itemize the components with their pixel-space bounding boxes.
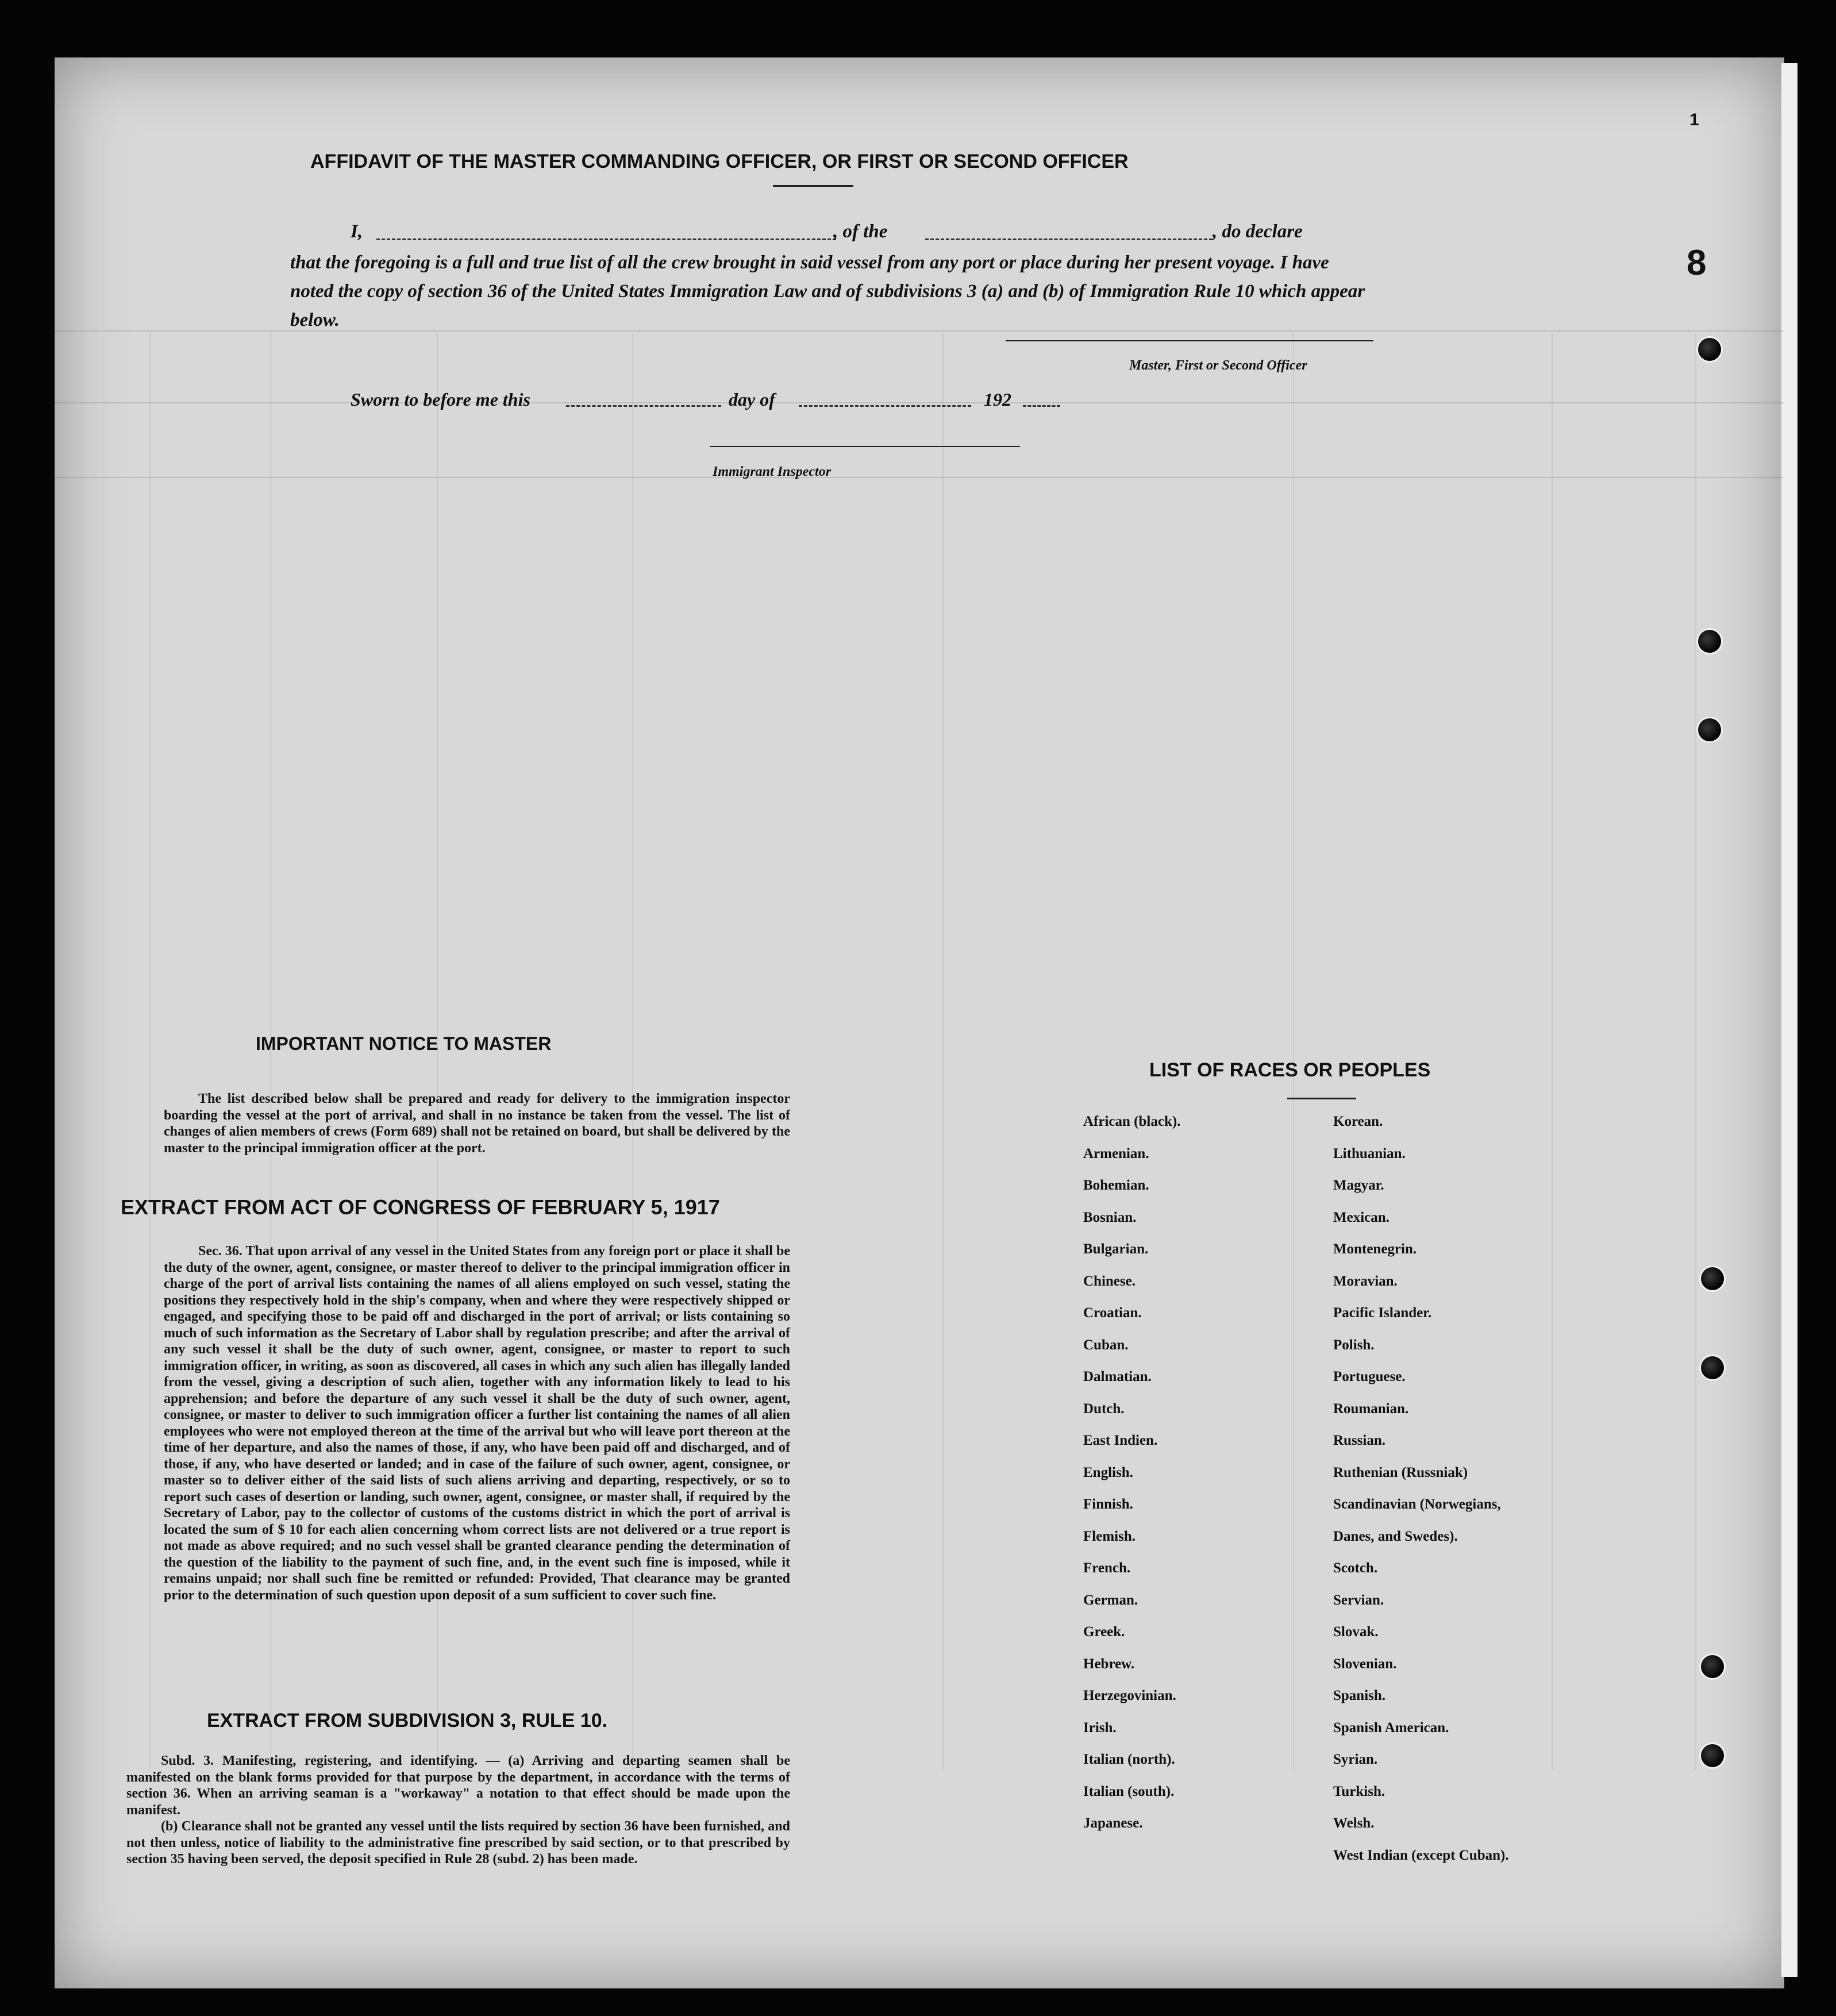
- month-blank[interactable]: [799, 405, 971, 407]
- race-item: Flemish.: [1083, 1528, 1136, 1544]
- affidavit-i: I,: [351, 221, 363, 242]
- bleed-rule: [55, 402, 1784, 403]
- race-item: Mexican.: [1333, 1209, 1389, 1225]
- inspector-line[interactable]: [710, 446, 1020, 447]
- race-item: Servian.: [1333, 1592, 1384, 1608]
- notice-title: IMPORTANT NOTICE TO MASTER: [256, 1033, 552, 1054]
- race-item: English.: [1083, 1464, 1133, 1480]
- year-blank[interactable]: [1023, 405, 1060, 407]
- race-item: Moravian.: [1333, 1273, 1398, 1289]
- act-title: EXTRACT FROM ACT OF CONGRESS OF FEBRUARY 5, 1917: [121, 1195, 720, 1219]
- races-underline: [1287, 1098, 1356, 1099]
- race-item: Dutch.: [1083, 1401, 1125, 1417]
- races-column-1: [1083, 1114, 1180, 1848]
- race-item: Polish.: [1333, 1337, 1375, 1353]
- race-item: Croatian.: [1083, 1305, 1142, 1321]
- bleed-rule: [55, 477, 1784, 478]
- race-item: East Indien.: [1083, 1433, 1158, 1448]
- race-item: Slovenian.: [1333, 1656, 1397, 1672]
- affidavit-title: AFFIDAVIT OF THE MASTER COMMANDING OFFICER, OR FIRST OR SECOND OFFICER: [310, 151, 1129, 172]
- punch-hole: [1698, 718, 1721, 741]
- punch-hole: [1701, 1744, 1724, 1767]
- punch-hole: [1701, 1356, 1724, 1379]
- bleed-rule: [1695, 333, 1696, 1770]
- race-item: Welsh.: [1333, 1815, 1375, 1831]
- race-item: Spanish American.: [1333, 1719, 1449, 1736]
- race-item: Magyar.: [1333, 1178, 1384, 1193]
- signature-line[interactable]: [1006, 340, 1373, 341]
- bleed-rule: [1552, 333, 1553, 1770]
- race-item: Cuban.: [1083, 1337, 1129, 1353]
- race-item: Bulgarian.: [1083, 1241, 1149, 1257]
- race-item: Turkish.: [1333, 1783, 1385, 1799]
- race-item: Russian.: [1333, 1433, 1386, 1448]
- race-item: Korean.: [1333, 1114, 1383, 1129]
- race-item: Armenian.: [1083, 1145, 1149, 1161]
- page-edge: [1781, 63, 1797, 1977]
- day-blank[interactable]: [566, 405, 721, 407]
- race-item: Dalmatian.: [1083, 1369, 1152, 1384]
- race-item: Italian (north).: [1083, 1752, 1175, 1767]
- race-item: Japanese.: [1083, 1815, 1143, 1831]
- race-item: Bosnian.: [1083, 1209, 1137, 1225]
- punch-hole: [1698, 630, 1721, 653]
- race-item: Spanish.: [1333, 1688, 1386, 1703]
- race-item: Finnish.: [1083, 1496, 1133, 1512]
- year-text: 192: [984, 389, 1011, 410]
- rule-title: EXTRACT FROM SUBDIVISION 3, RULE 10.: [207, 1710, 608, 1732]
- rule-body: Subd. 3. Manifesting, registering, and identifying. — (a) Arriving and departing seamen shall be manifested on the blank forms provided for that purpose by the department, in accordance with the terms of section 36. When an arriving seaman is a "workaway" a notation to that effect should be made upon the manifest. (b) Clearance shall not be granted any vessel until the lists required by section 36 have been furnished, and not then unless, notice of liability to the administrative fine prescribed by said section, or to that prescribed by section 35 having been served, the deposit specified in Rule 28 (subd. 2) has been made.: [126, 1753, 790, 1867]
- vessel-blank[interactable]: [925, 238, 1213, 240]
- races-title: LIST OF RACES OR PEOPLES: [1149, 1059, 1431, 1081]
- race-item: Ruthenian (Russniak): [1333, 1464, 1468, 1480]
- race-item: Hebrew.: [1083, 1656, 1135, 1672]
- race-item: Lithuanian.: [1333, 1145, 1406, 1161]
- race-item: Greek.: [1083, 1624, 1125, 1640]
- master-caption: Master, First or Second Officer: [1129, 358, 1307, 373]
- document-sheet: [55, 57, 1784, 1988]
- race-item: Scandinavian (Norwegians,: [1333, 1496, 1501, 1512]
- race-item: Italian (south).: [1083, 1783, 1175, 1799]
- race-item: Slovak.: [1333, 1624, 1379, 1640]
- race-item: African (black).: [1083, 1114, 1181, 1129]
- bleed-rule: [149, 333, 151, 1770]
- races-column-2: [1333, 1114, 1509, 1879]
- sworn-text: Sworn to before me this: [351, 389, 530, 410]
- act-body: Sec. 36. That upon arrival of any vessel in the United States from any foreign port or place it shall be the duty of the owner, agent, consignee, or master thereof to deliver to the principal immigration officer in charge of the port of arrival lists containing the names of all aliens employed on such vessel, stating the positions they respectively hold in the ship's company, when and where they were respectively shipped or engaged, and specifying those to be paid off and discharged in the port of arrival; or lists containing so much of such information as the Secretary of Labor shall by regulation prescribe; and after the arrival of any such vessel it shall be the duty of such owner, agent, consignee, or master to report to such immigration officer, in writing, as soon as discovered, all cases in which any such alien has illegally landed from the vessel, giving a description of such alien, together with any information likely to lead to his apprehension; and before the departure of any such vessel it shall be the duty of such owner, agent, consignee, or master to deliver to such immigration officer a further list containing the names of all alien employees who were not employed thereon at the time of the arrival but who will leave port thereon at the time of her departure, and also the names of those, if any, who have been paid off and discharged, and of those, if any, who have deserted or landed; and in case of the failure of such owner, agent, consignee, or master so to deliver either of the said lists of such aliens arriving and departing, respectively, or so to report such cases of desertion or landing, such owner, agent, consignee, or master shall, if required by the Secretary of Labor, pay to the collector of customs of the customs district in which the port of arrival is located the sum of $ 10 for each alien concerning whom correct lists are not delivered or a true report is not made as above required; and no such vessel shall be granted clearance pending the determination of the question of the liability to the payment of such fine, and, in the event such fine is imposed, while it remains unpaid; nor shall such fine be remitted or refunded: Provided, That clearance may be granted prior to the determination of such question upon deposit of a sum sufficient to cover such fine.: [164, 1244, 790, 1603]
- race-item: Danes, and Swedes).: [1333, 1528, 1458, 1544]
- name-blank[interactable]: [376, 238, 836, 240]
- punch-hole: [1701, 1655, 1724, 1678]
- race-item: Roumanian.: [1333, 1401, 1409, 1417]
- title-underline: [773, 185, 853, 187]
- punch-hole: [1701, 1267, 1724, 1290]
- race-item: Bohemian.: [1083, 1178, 1149, 1193]
- affidavit-body: that the foregoing is a full and true list of all the crew brought in said vessel from any port or place during her present voyage. I have noted the copy of section 36 of the United States Immigration Law and of subdivisions 3 (a) and (b) of Immigration Rule 10 which appear below.: [290, 252, 1365, 330]
- bleed-rule: [942, 333, 944, 1770]
- race-item: Syrian.: [1333, 1752, 1378, 1767]
- page-number: 8: [1687, 243, 1707, 283]
- race-item: West Indian (except Cuban).: [1333, 1847, 1509, 1863]
- race-item: Portuguese.: [1333, 1369, 1406, 1384]
- race-item: Irish.: [1083, 1719, 1117, 1736]
- race-item: Chinese.: [1083, 1273, 1136, 1289]
- affidavit-declare: , do declare: [1213, 221, 1303, 242]
- notice-body: The list described below shall be prepared and ready for delivery to the immigration inspector boarding the vessel at the port of arrival, and shall in no instance be taken from the vessel. The list of changes of alien members of crews (Form 689) shall not be retained on board, but shall be delivered by the master to the principal immigration officer at the port.: [164, 1091, 790, 1156]
- race-item: German.: [1083, 1592, 1138, 1608]
- punch-hole: [1698, 338, 1721, 361]
- inspector-caption: Immigrant Inspector: [713, 464, 832, 479]
- race-item: Pacific Islander.: [1333, 1305, 1432, 1321]
- affidavit-of-the: , of the: [833, 221, 888, 242]
- corner-mark: 1: [1689, 110, 1699, 129]
- day-of-text: day of: [729, 389, 775, 410]
- race-item: Montenegrin.: [1333, 1241, 1417, 1257]
- race-item: Scotch.: [1333, 1560, 1378, 1576]
- bleed-rule: [1293, 333, 1294, 1770]
- race-item: French.: [1083, 1560, 1131, 1576]
- race-item: Herzegovinian.: [1083, 1688, 1176, 1703]
